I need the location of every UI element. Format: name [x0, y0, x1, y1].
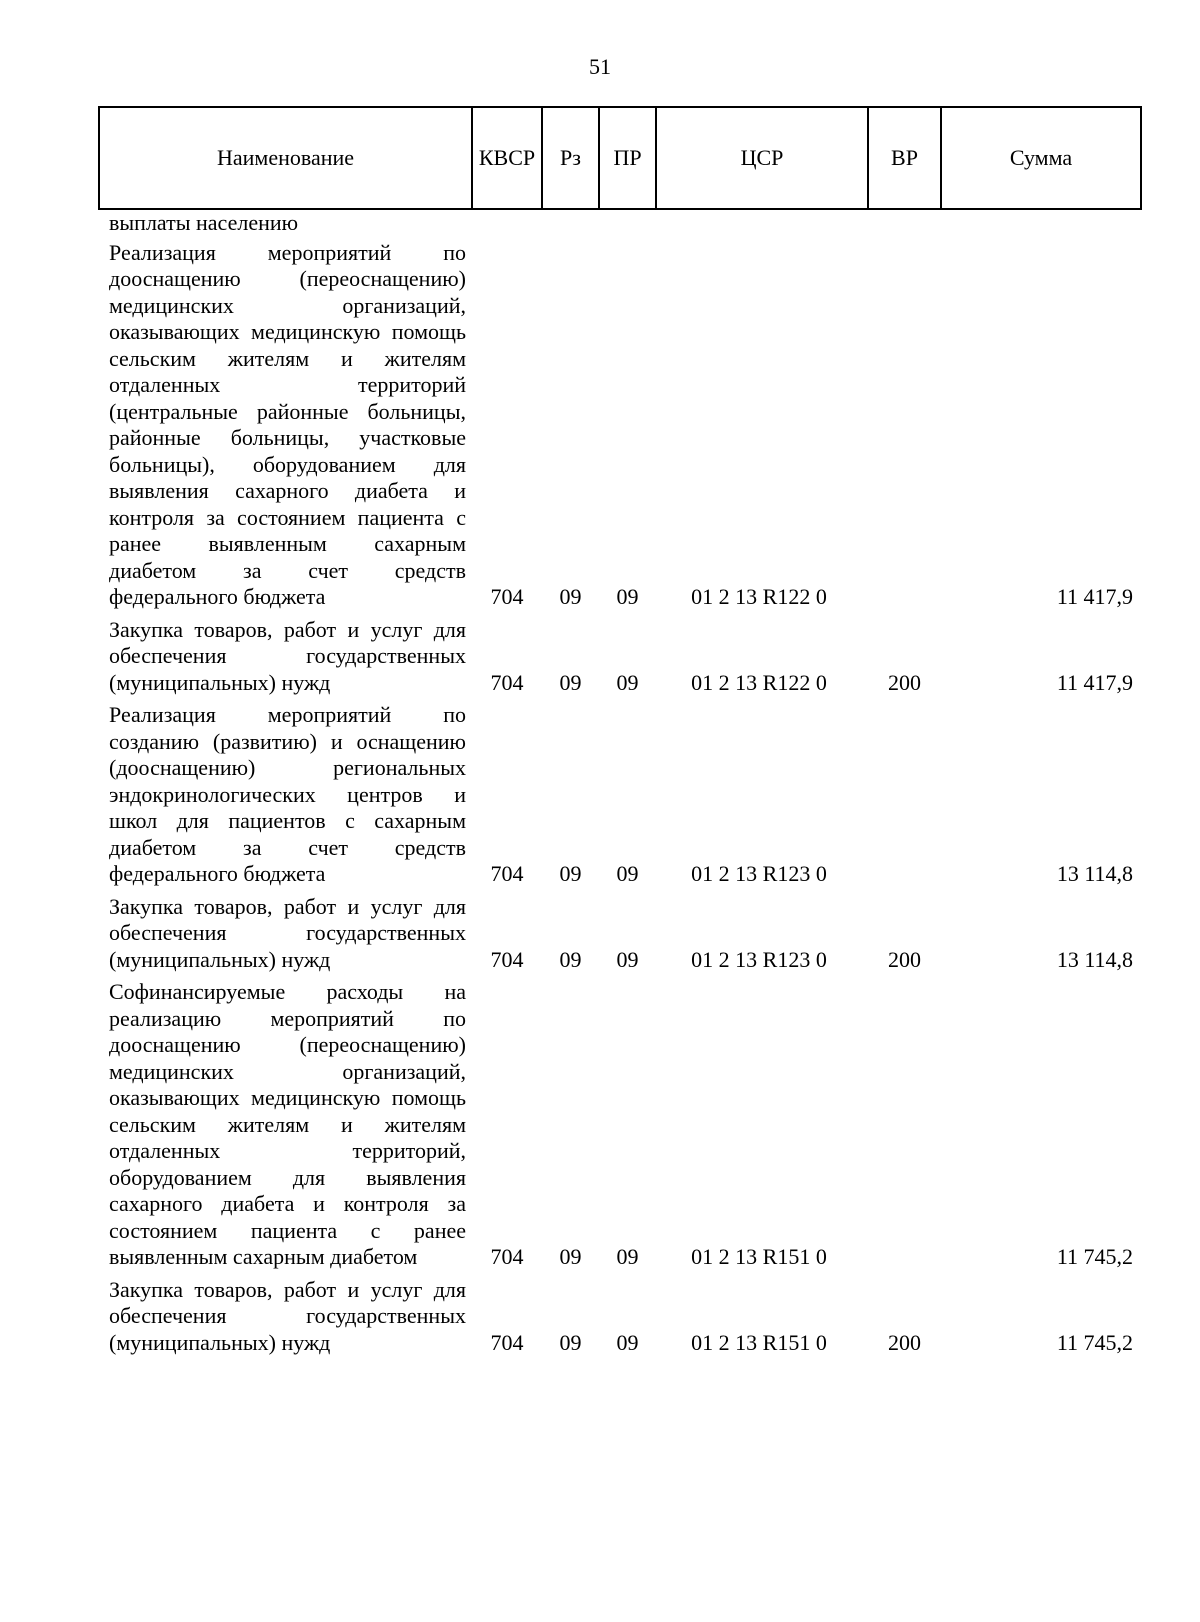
row-csr: 01 2 13 R123 0 — [691, 861, 827, 886]
row-rz: 09 — [559, 669, 582, 695]
table-row — [99, 979, 1141, 1277]
row-sum: 11 745,2 — [1056, 1244, 1133, 1269]
column-header-sum: Сумма — [941, 107, 1141, 209]
column-header-csr: ЦСР — [656, 107, 868, 209]
row-sum: 11 417,9 — [1056, 584, 1133, 609]
row-vr: 200 — [888, 1329, 921, 1355]
page-number: 51 — [589, 54, 611, 79]
column-header-kvsr: КВСР — [472, 107, 542, 209]
row-name: Реализация мероприятий по созданию (развитию) и оснащению (дооснащению) региональных эндокринологических центров и школ для пациентов с сахарным диабетом за счет средств федерального бюджета — [109, 702, 466, 886]
column-header-vr: ВР — [868, 107, 941, 209]
row-csr: 01 2 13 R123 0 — [691, 946, 827, 972]
row-kvsr: 704 — [490, 946, 524, 972]
table-row — [99, 702, 1141, 894]
table-row — [99, 1277, 1141, 1363]
row-pr: 09 — [616, 584, 639, 609]
row-pr: 09 — [616, 1329, 639, 1355]
table-row — [99, 240, 1141, 617]
row-csr: 01 2 13 R122 0 — [691, 584, 827, 609]
column-header-pr: ПР — [599, 107, 656, 209]
table-row — [99, 617, 1141, 703]
row-kvsr: 704 — [490, 584, 524, 609]
row-csr: 01 2 13 R151 0 — [691, 1244, 827, 1269]
row-vr — [868, 702, 941, 894]
row-csr: 01 2 13 R122 0 — [691, 669, 827, 695]
row-vr — [868, 979, 941, 1277]
row-pr: 09 — [616, 861, 639, 886]
row-kvsr: 704 — [490, 1244, 524, 1269]
row-sum: 13 114,8 — [1056, 861, 1133, 886]
row-name: Закупка товаров, работ и услуг для обеспечения государственных (муниципальных) нужд — [109, 1276, 466, 1355]
row-name: Реализация мероприятий по дооснащению (переоснащению) медицинских организаций, оказывающих медицинскую помощь сельским жителям и жителям отдаленных территорий (центральные районные больницы, районные больницы, участковые больницы), оборудованием для выявления сахарного диабета и контроля за состоянием пациента с ранее выявленным сахарным диабетом за счет средств федерального бюджета — [109, 239, 466, 609]
row-vr: 200 — [888, 669, 921, 695]
row-name: Закупка товаров, работ и услуг для обеспечения государственных (муниципальных) нужд — [109, 616, 466, 695]
row-rz: 09 — [559, 946, 582, 972]
row-sum: 11 417,9 — [1056, 669, 1133, 695]
continuation-row — [99, 209, 1141, 240]
column-header-name: Наименование — [99, 107, 472, 209]
row-sum: 11 745,2 — [1056, 1329, 1133, 1355]
table-header-row — [99, 107, 1141, 209]
row-rz: 09 — [559, 584, 582, 609]
row-kvsr: 704 — [490, 861, 524, 886]
row-name: Софинансируемые расходы на реализацию мероприятий по дооснащению (переоснащению) медицинских организаций, оказывающих медицинскую помощь сельским жителям и жителям отдаленных территорий, оборудованием для выявления сахарного диабета и контроля за состоянием пациента с ранее выявленным сахарным диабетом — [109, 979, 466, 1269]
row-kvsr: 704 — [490, 1329, 524, 1355]
row-pr: 09 — [616, 1244, 639, 1269]
continuation-text: выплаты населению — [109, 210, 299, 235]
row-pr: 09 — [616, 946, 639, 972]
budget-table — [98, 106, 1142, 1362]
row-rz: 09 — [559, 861, 582, 886]
row-vr: 200 — [888, 946, 921, 972]
row-sum: 13 114,8 — [1056, 946, 1133, 972]
row-rz: 09 — [559, 1329, 582, 1355]
row-rz: 09 — [559, 1244, 582, 1269]
table-row — [99, 894, 1141, 980]
row-kvsr: 704 — [490, 669, 524, 695]
column-header-rz: Рз — [542, 107, 599, 209]
row-pr: 09 — [616, 669, 639, 695]
row-csr: 01 2 13 R151 0 — [691, 1329, 827, 1355]
row-name: Закупка товаров, работ и услуг для обеспечения государственных (муниципальных) нужд — [109, 893, 466, 972]
row-vr — [868, 240, 941, 617]
